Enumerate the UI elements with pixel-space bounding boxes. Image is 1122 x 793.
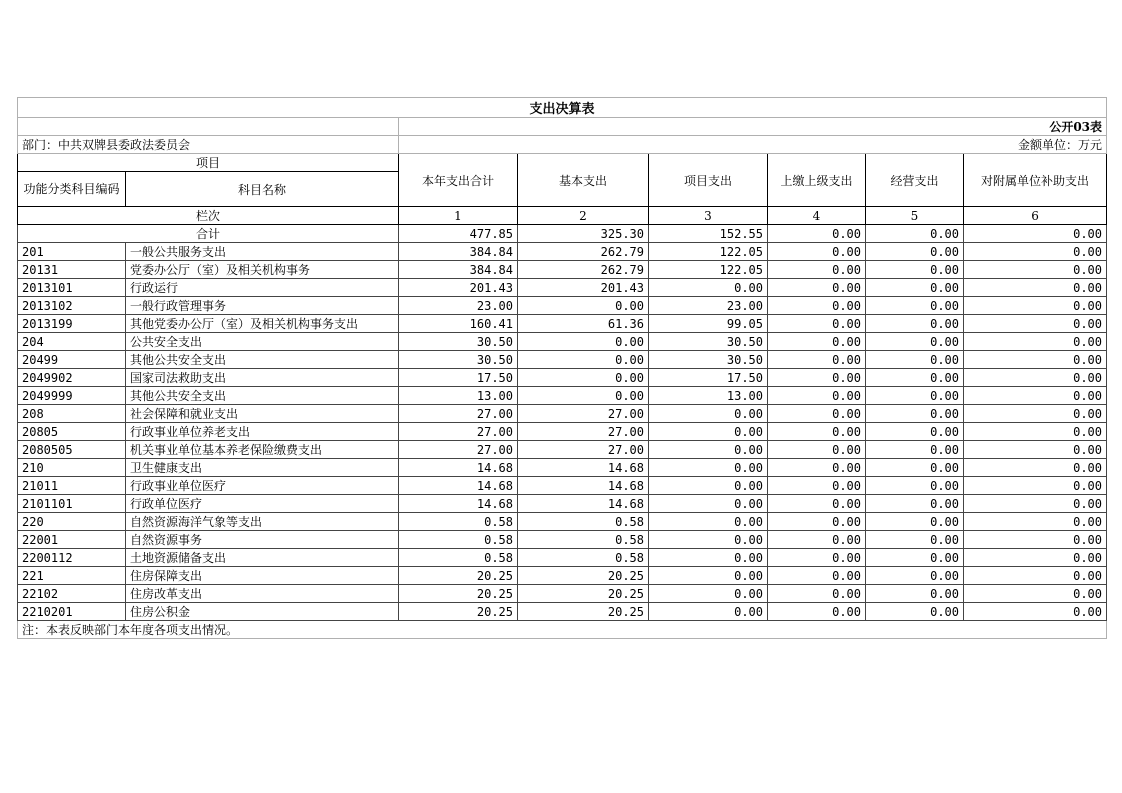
- row-value: 27.00: [399, 441, 518, 459]
- row-name: 一般行政管理事务: [126, 297, 399, 315]
- row-value: 0.00: [964, 585, 1107, 603]
- row-value: 384.84: [399, 243, 518, 261]
- row-value: 122.05: [649, 243, 768, 261]
- row-value: 0.00: [964, 351, 1107, 369]
- row-value: 0.00: [866, 369, 964, 387]
- row-name: 住房保障支出: [126, 567, 399, 585]
- row-code: 20131: [18, 261, 126, 279]
- row-value: 262.79: [518, 243, 649, 261]
- table-row: [18, 279, 1107, 297]
- row-value: 0.58: [518, 549, 649, 567]
- header-item: 项目: [18, 154, 399, 172]
- row-value: 0.58: [399, 513, 518, 531]
- table-row: [18, 549, 1107, 567]
- row-value: 13.00: [399, 387, 518, 405]
- row-value: 0.00: [768, 495, 866, 513]
- table-row: [18, 423, 1107, 441]
- row-value: 14.68: [518, 477, 649, 495]
- row-value: 0.00: [518, 369, 649, 387]
- row-value: 0.00: [768, 405, 866, 423]
- row-code: 2049902: [18, 369, 126, 387]
- row-value: 0.00: [768, 603, 866, 621]
- total-value: 477.85: [399, 225, 518, 243]
- table-row: [18, 441, 1107, 459]
- row-value: 0.00: [964, 459, 1107, 477]
- row-name: 土地资源储备支出: [126, 549, 399, 567]
- row-value: 0.00: [866, 603, 964, 621]
- form-code: 公开03表: [399, 118, 1107, 136]
- row-name: 行政单位医疗: [126, 495, 399, 513]
- row-value: 0.00: [768, 531, 866, 549]
- header-col-2: 基本支出: [518, 154, 649, 207]
- column-index-label: 栏次: [18, 207, 399, 225]
- row-value: 17.50: [399, 369, 518, 387]
- row-value: 0.00: [866, 315, 964, 333]
- row-value: 122.05: [649, 261, 768, 279]
- row-value: 0.00: [768, 549, 866, 567]
- total-value: 325.30: [518, 225, 649, 243]
- total-value: 0.00: [964, 225, 1107, 243]
- header-col-5: 经营支出: [866, 154, 964, 207]
- row-value: 0.00: [964, 423, 1107, 441]
- row-value: 0.58: [399, 549, 518, 567]
- header-name: 科目名称: [126, 172, 399, 207]
- meta-blank: [18, 118, 399, 136]
- column-index-5: 5: [866, 207, 964, 225]
- row-value: 0.00: [866, 549, 964, 567]
- row-code: 22001: [18, 531, 126, 549]
- row-value: 0.00: [964, 567, 1107, 585]
- row-value: 0.00: [964, 495, 1107, 513]
- table-row: [18, 387, 1107, 405]
- row-value: 0.00: [866, 261, 964, 279]
- row-code: 2013102: [18, 297, 126, 315]
- header-col-6: 对附属单位补助支出: [964, 154, 1107, 207]
- total-value: 0.00: [768, 225, 866, 243]
- row-value: 0.00: [866, 585, 964, 603]
- row-value: 0.00: [649, 477, 768, 495]
- row-value: 0.00: [866, 459, 964, 477]
- header-col-1: 本年支出合计: [399, 154, 518, 207]
- row-value: 0.58: [518, 513, 649, 531]
- row-value: 13.00: [649, 387, 768, 405]
- row-value: 14.68: [399, 495, 518, 513]
- column-index-3: 3: [649, 207, 768, 225]
- row-code: 2210201: [18, 603, 126, 621]
- row-value: 27.00: [518, 441, 649, 459]
- row-name: 党委办公厅（室）及相关机构事务: [126, 261, 399, 279]
- row-value: 0.00: [964, 513, 1107, 531]
- row-name: 行政运行: [126, 279, 399, 297]
- row-value: 30.50: [399, 351, 518, 369]
- row-value: 20.25: [399, 567, 518, 585]
- row-value: 0.00: [649, 531, 768, 549]
- column-index-1: 1: [399, 207, 518, 225]
- row-name: 自然资源事务: [126, 531, 399, 549]
- row-code: 220: [18, 513, 126, 531]
- row-value: 23.00: [399, 297, 518, 315]
- row-value: 0.00: [964, 441, 1107, 459]
- row-code: 2101101: [18, 495, 126, 513]
- column-index-4: 4: [768, 207, 866, 225]
- row-value: 0.00: [964, 405, 1107, 423]
- row-value: 0.00: [768, 387, 866, 405]
- row-value: 30.50: [649, 333, 768, 351]
- row-value: 23.00: [649, 297, 768, 315]
- row-value: 0.00: [649, 441, 768, 459]
- row-value: 0.00: [964, 549, 1107, 567]
- table-row: [18, 567, 1107, 585]
- table-row: [18, 531, 1107, 549]
- row-value: 201.43: [518, 279, 649, 297]
- table-row: [18, 369, 1107, 387]
- header-col-4: 上缴上级支出: [768, 154, 866, 207]
- header-col-3: 项目支出: [649, 154, 768, 207]
- row-value: 27.00: [399, 405, 518, 423]
- row-name: 国家司法救助支出: [126, 369, 399, 387]
- row-code: 221: [18, 567, 126, 585]
- row-value: 0.00: [866, 297, 964, 315]
- row-value: 14.68: [399, 459, 518, 477]
- row-value: 0.00: [964, 477, 1107, 495]
- row-value: 30.50: [649, 351, 768, 369]
- table-row: [18, 351, 1107, 369]
- header-code: 功能分类科目编码: [18, 172, 126, 207]
- row-value: 0.58: [399, 531, 518, 549]
- row-value: 0.00: [866, 243, 964, 261]
- row-name: 一般公共服务支出: [126, 243, 399, 261]
- row-code: 208: [18, 405, 126, 423]
- row-value: 14.68: [518, 459, 649, 477]
- row-name: 其他公共安全支出: [126, 351, 399, 369]
- row-value: 0.00: [649, 459, 768, 477]
- row-name: 公共安全支出: [126, 333, 399, 351]
- table-row: [18, 405, 1107, 423]
- column-index-2: 2: [518, 207, 649, 225]
- department-label: 部门：中共双牌县委政法委员会: [18, 136, 399, 154]
- row-value: 27.00: [399, 423, 518, 441]
- row-value: 20.25: [518, 567, 649, 585]
- row-value: 0.00: [964, 531, 1107, 549]
- row-value: 0.58: [518, 531, 649, 549]
- table-row: [18, 333, 1107, 351]
- table-row: [18, 585, 1107, 603]
- row-value: 0.00: [964, 603, 1107, 621]
- row-name: 其他公共安全支出: [126, 387, 399, 405]
- row-value: 20.25: [399, 603, 518, 621]
- row-value: 0.00: [649, 423, 768, 441]
- row-value: 0.00: [649, 585, 768, 603]
- row-value: 0.00: [768, 315, 866, 333]
- row-name: 社会保障和就业支出: [126, 405, 399, 423]
- row-value: 0.00: [866, 441, 964, 459]
- row-value: 27.00: [518, 423, 649, 441]
- row-value: 30.50: [399, 333, 518, 351]
- row-value: 0.00: [866, 531, 964, 549]
- row-code: 21011: [18, 477, 126, 495]
- row-value: 0.00: [768, 261, 866, 279]
- column-index-6: 6: [964, 207, 1107, 225]
- row-code: 2080505: [18, 441, 126, 459]
- row-value: 0.00: [768, 459, 866, 477]
- row-value: 0.00: [866, 495, 964, 513]
- table-row: [18, 315, 1107, 333]
- expenditure-sheet: [17, 97, 1106, 639]
- table-note: 注：本表反映部门本年度各项支出情况。: [18, 621, 1107, 639]
- row-value: 20.25: [518, 603, 649, 621]
- table-row: [18, 459, 1107, 477]
- row-value: 0.00: [964, 297, 1107, 315]
- row-value: 0.00: [768, 585, 866, 603]
- row-value: 0.00: [768, 423, 866, 441]
- table-row: [18, 603, 1107, 621]
- row-value: 160.41: [399, 315, 518, 333]
- row-value: 20.25: [399, 585, 518, 603]
- table-row: [18, 261, 1107, 279]
- row-value: 0.00: [866, 513, 964, 531]
- row-value: 0.00: [649, 495, 768, 513]
- row-value: 0.00: [964, 279, 1107, 297]
- table-title: 支出决算表: [18, 98, 1107, 118]
- row-value: 0.00: [768, 513, 866, 531]
- row-value: 0.00: [964, 261, 1107, 279]
- row-value: 0.00: [649, 603, 768, 621]
- row-name: 机关事业单位基本养老保险缴费支出: [126, 441, 399, 459]
- row-value: 0.00: [768, 243, 866, 261]
- row-value: 0.00: [964, 333, 1107, 351]
- row-name: 自然资源海洋气象等支出: [126, 513, 399, 531]
- row-value: 0.00: [866, 405, 964, 423]
- row-value: 14.68: [518, 495, 649, 513]
- table-row: [18, 513, 1107, 531]
- row-name: 卫生健康支出: [126, 459, 399, 477]
- row-value: 0.00: [768, 369, 866, 387]
- row-value: 14.68: [399, 477, 518, 495]
- row-code: 2013199: [18, 315, 126, 333]
- row-code: 20499: [18, 351, 126, 369]
- row-value: 0.00: [518, 333, 649, 351]
- row-name: 住房公积金: [126, 603, 399, 621]
- row-value: 0.00: [964, 369, 1107, 387]
- row-code: 2049999: [18, 387, 126, 405]
- row-value: 0.00: [964, 315, 1107, 333]
- row-value: 0.00: [768, 567, 866, 585]
- row-value: 0.00: [518, 297, 649, 315]
- unit-label: 金额单位：万元: [399, 136, 1107, 154]
- row-value: 0.00: [649, 567, 768, 585]
- row-value: 0.00: [964, 243, 1107, 261]
- row-value: 0.00: [866, 387, 964, 405]
- row-value: 99.05: [649, 315, 768, 333]
- row-code: 2200112: [18, 549, 126, 567]
- row-name: 其他党委办公厅（室）及相关机构事务支出: [126, 315, 399, 333]
- table-row: [18, 297, 1107, 315]
- row-value: 0.00: [518, 351, 649, 369]
- row-value: 0.00: [768, 333, 866, 351]
- row-value: 0.00: [866, 423, 964, 441]
- row-code: 2013101: [18, 279, 126, 297]
- row-value: 0.00: [518, 387, 649, 405]
- row-value: 0.00: [768, 297, 866, 315]
- expenditure-table: [17, 97, 1107, 639]
- row-value: 0.00: [866, 351, 964, 369]
- row-value: 0.00: [866, 279, 964, 297]
- table-row: [18, 495, 1107, 513]
- row-value: 0.00: [768, 441, 866, 459]
- row-value: 0.00: [768, 351, 866, 369]
- row-value: 384.84: [399, 261, 518, 279]
- row-value: 0.00: [649, 513, 768, 531]
- row-code: 20805: [18, 423, 126, 441]
- table-row: [18, 243, 1107, 261]
- row-name: 行政事业单位养老支出: [126, 423, 399, 441]
- row-value: 0.00: [649, 405, 768, 423]
- row-value: 17.50: [649, 369, 768, 387]
- row-code: 204: [18, 333, 126, 351]
- row-value: 0.00: [768, 279, 866, 297]
- row-code: 22102: [18, 585, 126, 603]
- total-label: 合计: [18, 225, 399, 243]
- row-value: 0.00: [768, 477, 866, 495]
- total-value: 152.55: [649, 225, 768, 243]
- total-row: [18, 225, 1107, 243]
- row-value: 262.79: [518, 261, 649, 279]
- row-code: 201: [18, 243, 126, 261]
- row-name: 行政事业单位医疗: [126, 477, 399, 495]
- row-value: 0.00: [866, 333, 964, 351]
- row-value: 0.00: [866, 567, 964, 585]
- total-value: 0.00: [866, 225, 964, 243]
- row-code: 210: [18, 459, 126, 477]
- row-value: 201.43: [399, 279, 518, 297]
- row-value: 0.00: [866, 477, 964, 495]
- row-value: 20.25: [518, 585, 649, 603]
- table-row: [18, 477, 1107, 495]
- row-value: 0.00: [649, 549, 768, 567]
- row-value: 61.36: [518, 315, 649, 333]
- row-value: 0.00: [964, 387, 1107, 405]
- row-name: 住房改革支出: [126, 585, 399, 603]
- row-value: 27.00: [518, 405, 649, 423]
- row-value: 0.00: [649, 279, 768, 297]
